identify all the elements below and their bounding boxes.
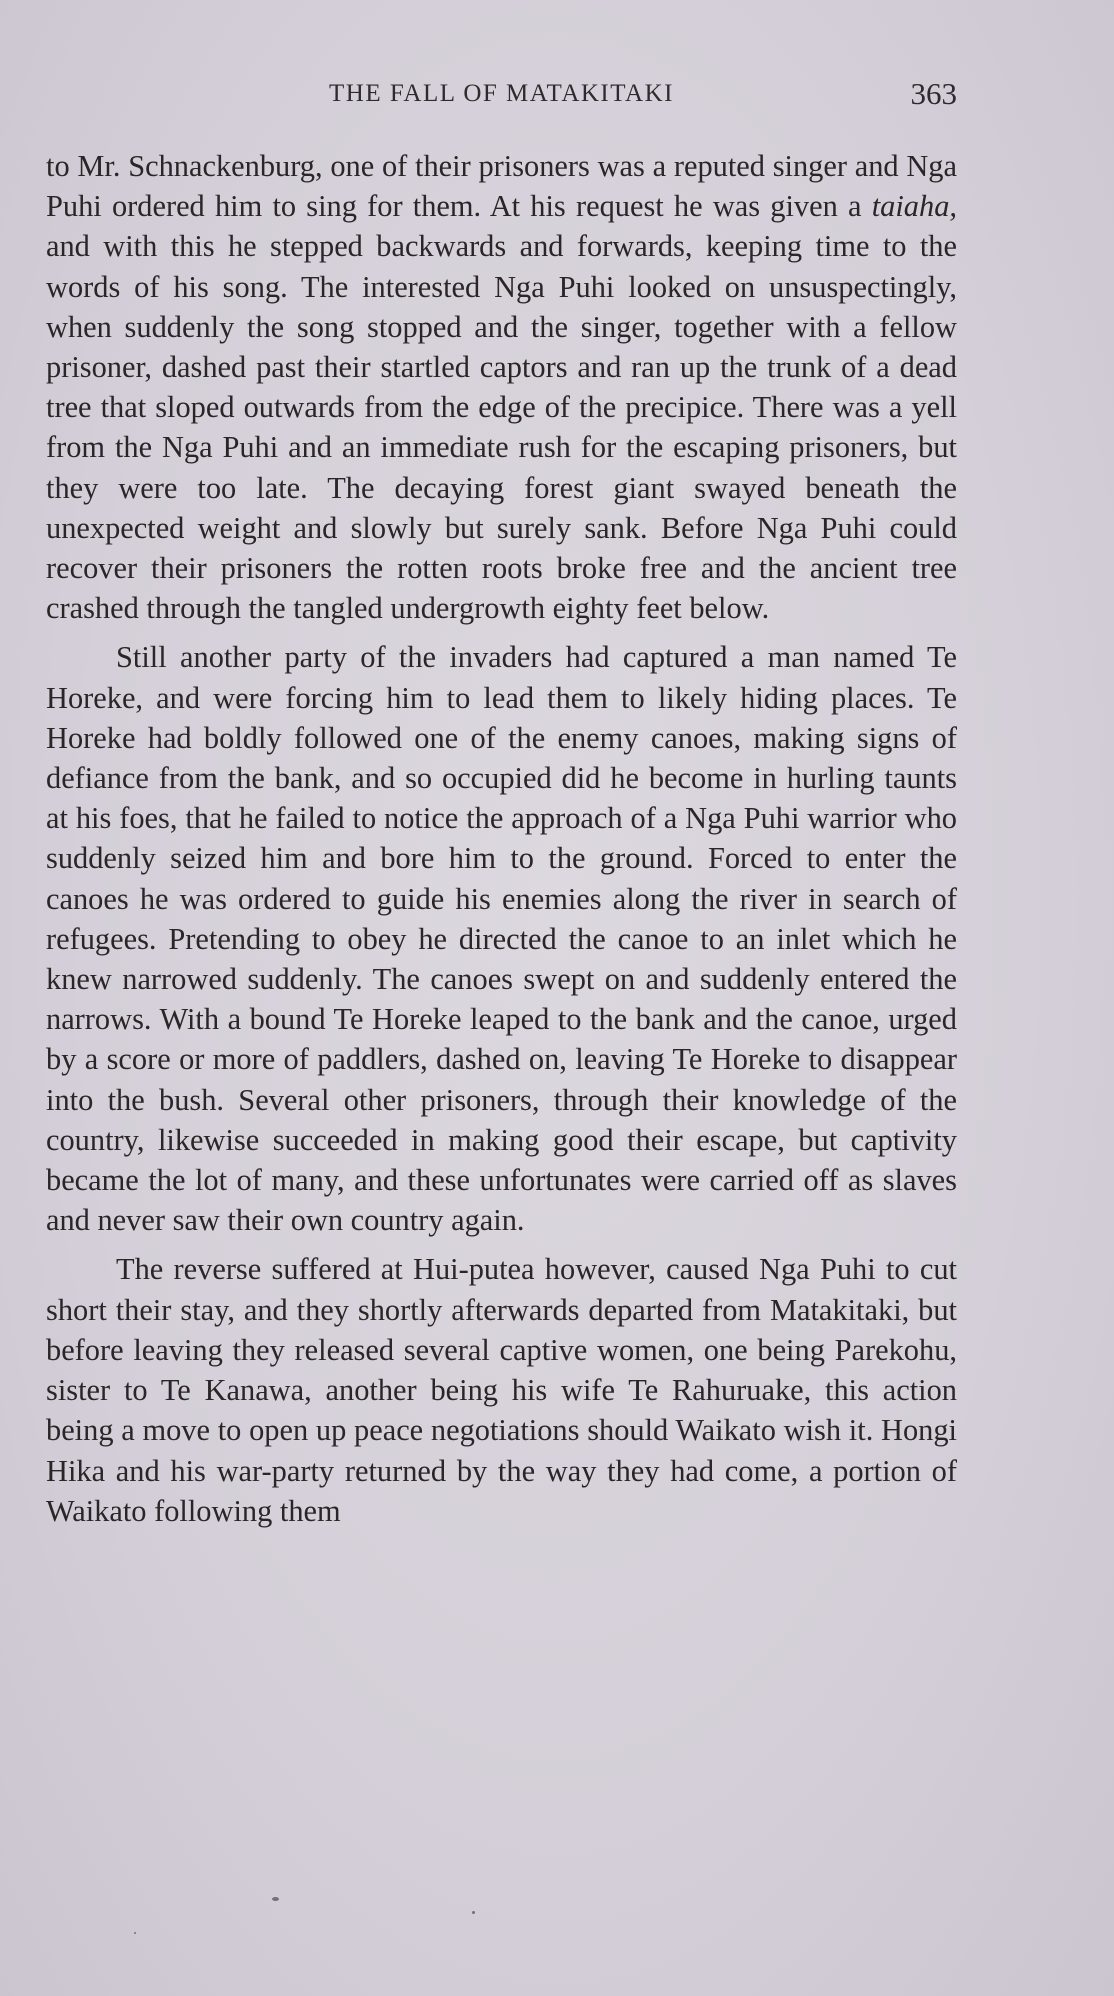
- running-title: THE FALL OF MATAKITAKI: [329, 80, 674, 107]
- italic-term: taiaha,: [871, 189, 957, 224]
- page-blemish: [472, 1911, 475, 1914]
- body-text: [46, 146, 957, 1540]
- paragraph-text: and with this he stepped backwards and forwards, keeping time to the words of his song. The interested Nga Puhi looked on unsuspectingly, when suddenly the song stopped and the singer, together with a fellow prisoner, dashed past their startled captors and ran up the trunk of a dead tree that sloped outwards from the edge of the precipice. There was a yell from the Nga Puhi and an immediate rush for the escaping prisoners, but they were too late. The decaying forest giant swayed beneath the unexpected weight and slowly but surely sank. Before Nga Puhi could recover their prisoners the rotten roots broke free and the ancient tree crashed through the tangled undergrowth eighty feet below.: [46, 229, 957, 626]
- paragraph-continued: [46, 146, 957, 628]
- page-blemish: [134, 1932, 136, 1934]
- paragraph: The reverse suffered at Hui-putea however, caused Nga Puhi to cut short their stay, and they shortly afterwards departed from Matakitaki, but before leaving they released several captive women, one being Parekohu, sister to Te Kanawa, another being his wife Te Rahuruake, this action being a move to open up peace negotiations should Waikato wish it. Hongi Hika and his war-party returned by the way they had come, a portion of Waikato following them: [46, 1252, 957, 1528]
- page-number: 363: [910, 76, 957, 111]
- running-head: [46, 76, 957, 116]
- paragraph: Still another party of the invaders had captured a man named Te Horeke, and were forcing him to lead them to likely hiding places. Te Horeke had boldly followed one of the enemy canoes, making signs of defiance from the bank, and so occupied did he become in hurling taunts at his foes, that he failed to notice the approach of a Nga Puhi warrior who suddenly seized him and bore him to the ground. Forced to enter the canoes he was ordered to guide his enemies along the river in search of refugees. Pretending to obey he directed the canoe to an inlet which he knew narrowed suddenly. The canoes swept on and suddenly entered the narrows. With a bound Te Horeke leaped to the bank and the canoe, urged by a score or more of paddlers, dashed on, leaving Te Horeke to disappear into the bush. Several other prisoners, through their knowledge of the country, likewise succeeded in making good their escape, but captivity became the lot of many, and these unfortunates were carried off as slaves and never saw their own country again.: [46, 640, 957, 1238]
- page-blemish: [272, 1897, 279, 1901]
- paragraph-text: to Mr. Schnackenburg, one of their prisoners was a reputed singer and Nga Puhi ordered him to sing for them. At his request he was given a: [46, 149, 957, 224]
